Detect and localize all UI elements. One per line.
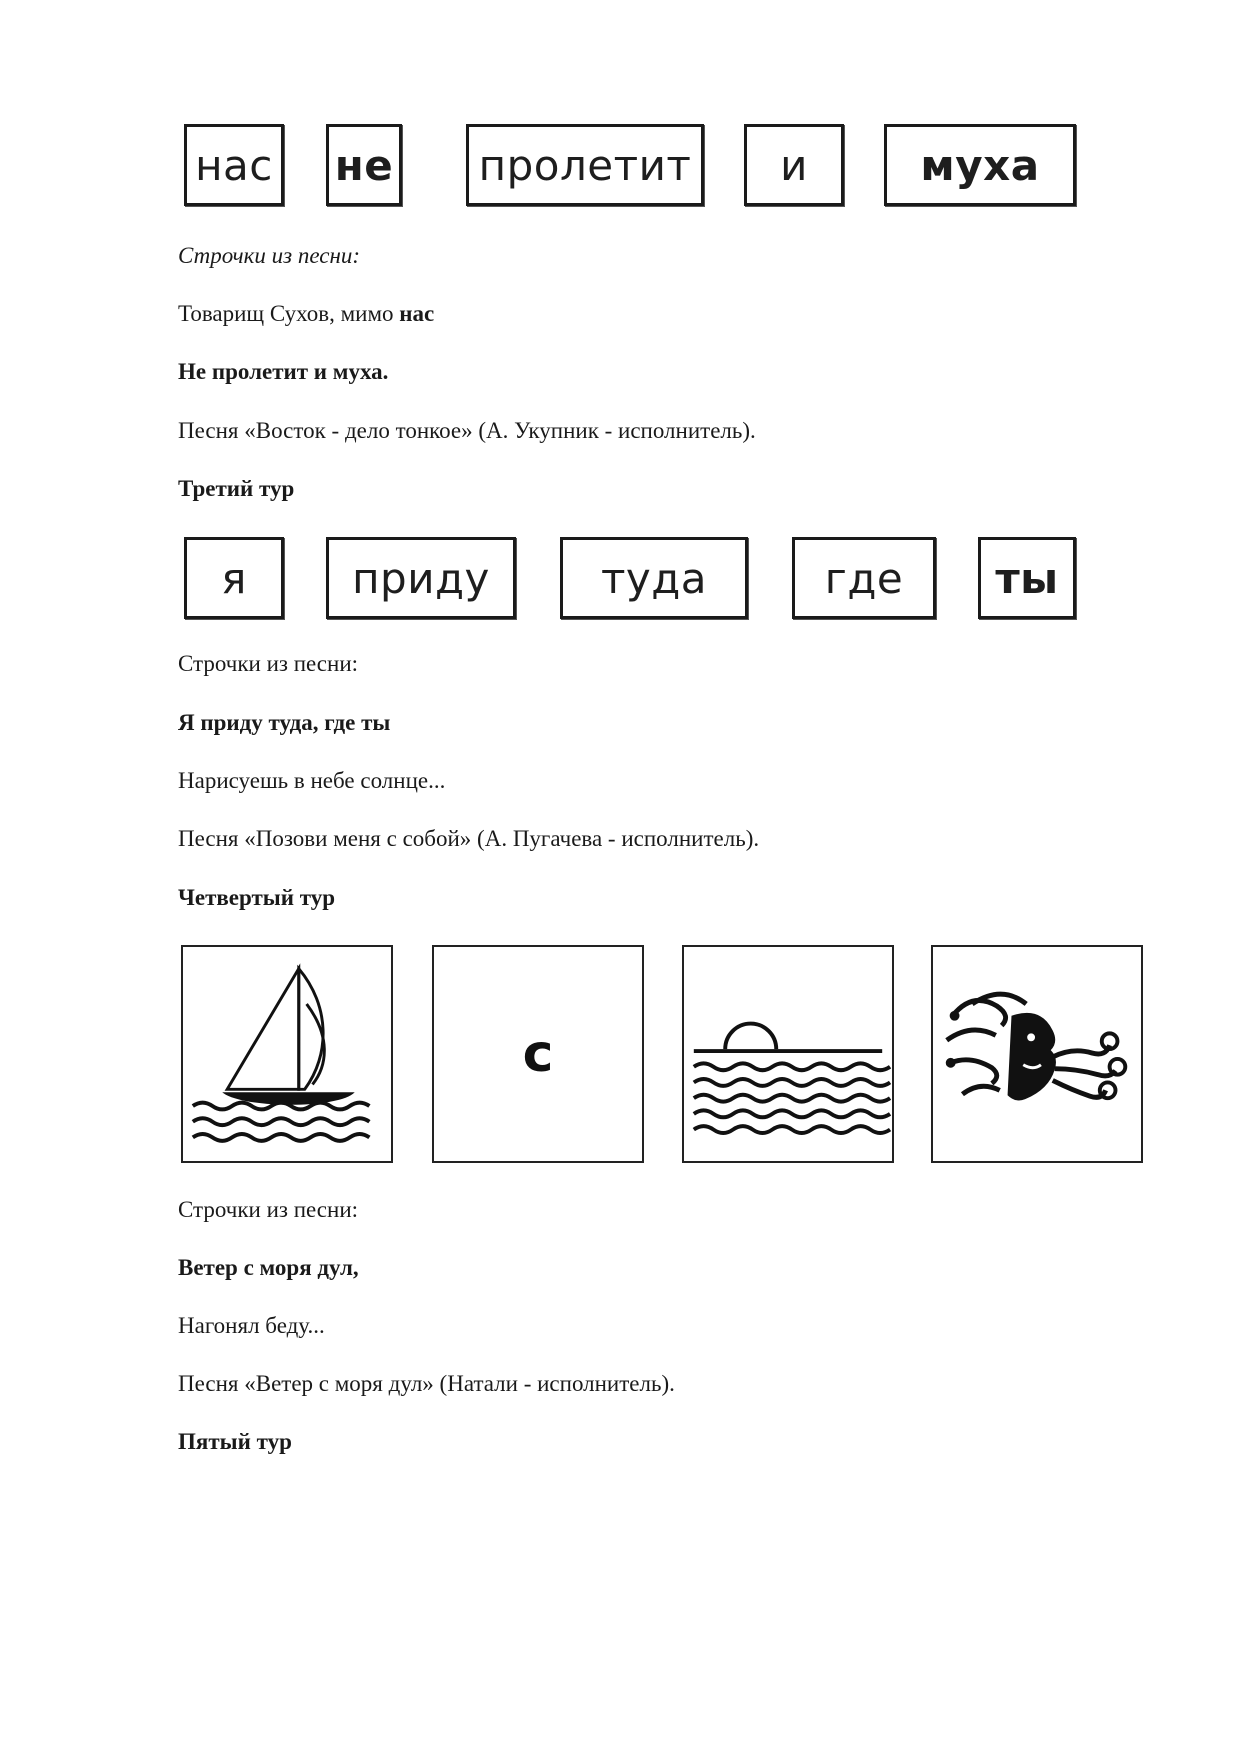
lyric-line: Не пролетит и муха. <box>178 359 389 384</box>
song-credit: Песня «Ветер с моря дул» (Натали - исполнитель). <box>178 1371 675 1396</box>
word-box: туда <box>560 537 748 619</box>
picture-card <box>432 945 644 1163</box>
word-box: нас <box>184 124 284 206</box>
wind-face-icon <box>933 947 1141 1161</box>
lyric-text: Товарищ Сухов, мимо <box>178 301 400 326</box>
caption: Строчки из песни: <box>178 651 359 676</box>
lyric-line: Ветер с моря дул, <box>178 1255 359 1280</box>
sea-sunset-icon <box>684 947 892 1161</box>
song-credit: Песня «Восток - дело тонкое» (А. Укупник - исполнитель). <box>178 418 756 443</box>
word-box: и <box>744 124 844 206</box>
caption: Строчки из песни: <box>178 243 361 268</box>
word-box: муха <box>884 124 1076 206</box>
picture-card <box>181 945 393 1163</box>
word-box: пролетит <box>466 124 704 206</box>
caption: Строчки из песни: <box>178 1197 359 1222</box>
song-credit: Песня «Позови меня с собой» (А. Пугачева - исполнитель). <box>178 826 760 851</box>
word-box: ты <box>978 537 1076 619</box>
round-title: Четвертый тур <box>178 885 336 910</box>
lyric-bold-word: нас <box>399 301 435 326</box>
sailboat-icon <box>183 947 391 1161</box>
word-box: приду <box>326 537 516 619</box>
word-box: не <box>326 124 402 206</box>
lyric-line <box>178 301 434 327</box>
round-title: Пятый тур <box>178 1429 292 1454</box>
picture-card <box>682 945 894 1163</box>
word-box: я <box>184 537 284 619</box>
lyric-line: Нарисуешь в небе солнце... <box>178 768 446 793</box>
lyric-line: Я приду туда, где ты <box>178 710 391 735</box>
word-box: где <box>792 537 936 619</box>
lyric-line: Нагонял беду... <box>178 1313 325 1338</box>
picture-card <box>931 945 1143 1163</box>
round-title: Третий тур <box>178 476 295 501</box>
card-letter: с <box>522 1024 554 1084</box>
